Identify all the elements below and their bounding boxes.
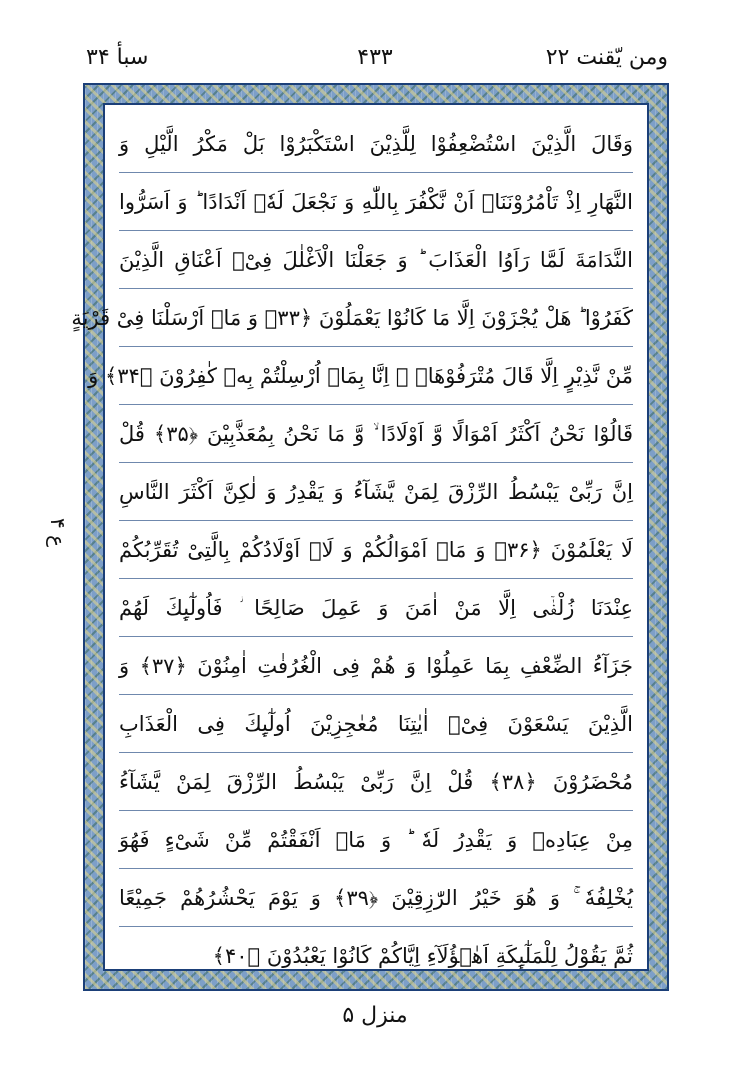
- text-panel: [71, 103, 649, 971]
- verse-line: مِّنْ نَّذِیْرٍ اِلَّا قَالَ مُتْرَفُوْهَاۤ ۙ اِنَّا بِمَاۤ اُرْسِلْتُمْ بِهٖ كٰفِرُوْنَ ﴿۳۴﴾ وَ: [119, 347, 633, 405]
- verse-line: لَا یَعْلَمُوْنَ ﴿۳۶﴾ وَ مَاۤ اَمْوَالُكُمْ وَ لَاۤ اَوْلَادُكُمْ بِالَّتِیْ تُقَرِّبُكُمْ: [119, 521, 633, 579]
- verse-line: ثُمَّ یَقُوْلُ لِلْمَلٰٓىِٕكَةِ اَهٰۤؤُلَآءِ اِیَّاكُمْ كَانُوْا یَعْبُدُوْنَ ﴿۴۰﴾: [212, 944, 633, 968]
- manzil-label: منزل ۵: [342, 1003, 408, 1028]
- juz-name: ومن یّقنت ۲۲: [545, 45, 668, 70]
- verse-line: اِنَّ رَبِّیْ یَبْسُطُ الرِّزْقَ لِمَنْ یَّشَآءُ وَ یَقْدِرُ وَ لٰكِنَّ اَكْثَرَ النَّاسِ: [119, 463, 633, 521]
- verse-line: مُحْضَرُوْنَ ﴿۳۸﴾ قُلْ اِنَّ رَبِّیْ یَبْسُطُ الرِّزْقَ لِمَنْ یَّشَآءُ: [119, 753, 633, 811]
- page-number: ۴۳۳: [357, 45, 393, 70]
- verse-line: جَزَآءُ الضِّعْفِ بِمَا عَمِلُوْا وَ هُمْ فِی الْغُرُفٰتِ اٰمِنُوْنَ ﴿۳۷﴾ وَ: [119, 637, 633, 695]
- ruku-marker: ع ۴: [46, 518, 70, 548]
- ornamental-border: [71, 83, 669, 991]
- verse-line: النَّهَارِ اِذْ تَاْمُرُوْنَنَاۤ اَنْ نَّكْفُرَ بِاللّٰهِ وَ نَجْعَلَ لَهٗۤ اَنْدَادًا ؕ وَ اَسَرُّوا: [119, 173, 633, 231]
- verse-line: كَفَرُوْا ؕ هَلْ یُجْزَوْنَ اِلَّا مَا كَانُوْا یَعْمَلُوْنَ ﴿۳۳﴾ وَ مَاۤ اَرْسَلْنَا فِیْ قَرْیَةٍ: [119, 289, 633, 347]
- verse-line: مِنْ عِبَادِهٖ وَ یَقْدِرُ لَهٗ ؕ وَ مَاۤ اَنْفَقْتُمْ مِّنْ شَیْءٍ فَهُوَ: [119, 811, 633, 869]
- verse-line: الَّذِیْنَ یَسْعَوْنَ فِیْۤ اٰیٰتِنَا مُعٰجِزِیْنَ اُولٰٓىِٕكَ فِی الْعَذَابِ: [119, 695, 633, 753]
- verse-line: النَّدَامَةَ لَمَّا رَاَوُا الْعَذَابَ ؕ وَ جَعَلْنَا الْاَغْلٰلَ فِیْۤ اَعْنَاقِ الَّذِیْنَ: [119, 231, 633, 289]
- verse-line: یُخْلِفُهٗ ۚ وَ هُوَ خَیْرُ الرّٰزِقِیْنَ ﴿۳۹﴾ وَ یَوْمَ یَحْشُرُهُمْ جَمِیْعًا: [119, 869, 633, 927]
- verse-line: وَقَالَ الَّذِیْنَ اسْتُضْعِفُوْا لِلَّذِیْنَ اسْتَكْبَرُوْا بَلْ مَكْرُ الَّیْلِ وَ: [119, 115, 633, 173]
- surah-name: سبأ ۳۴: [86, 45, 149, 70]
- verse-line: عِنْدَنَا زُلْفٰۤى اِلَّا مَنْ اٰمَنَ وَ عَمِلَ صَالِحًا ؗ فَاُولٰٓىِٕكَ لَهُمْ: [119, 579, 633, 637]
- verse-line: قَالُوْا نَحْنُ اَكْثَرُ اَمْوَالًا وَّ اَوْلَادًا ۙ وَّ مَا نَحْنُ بِمُعَذَّبِیْنَ ﴿۳۵﴾ قُلْ: [119, 405, 633, 463]
